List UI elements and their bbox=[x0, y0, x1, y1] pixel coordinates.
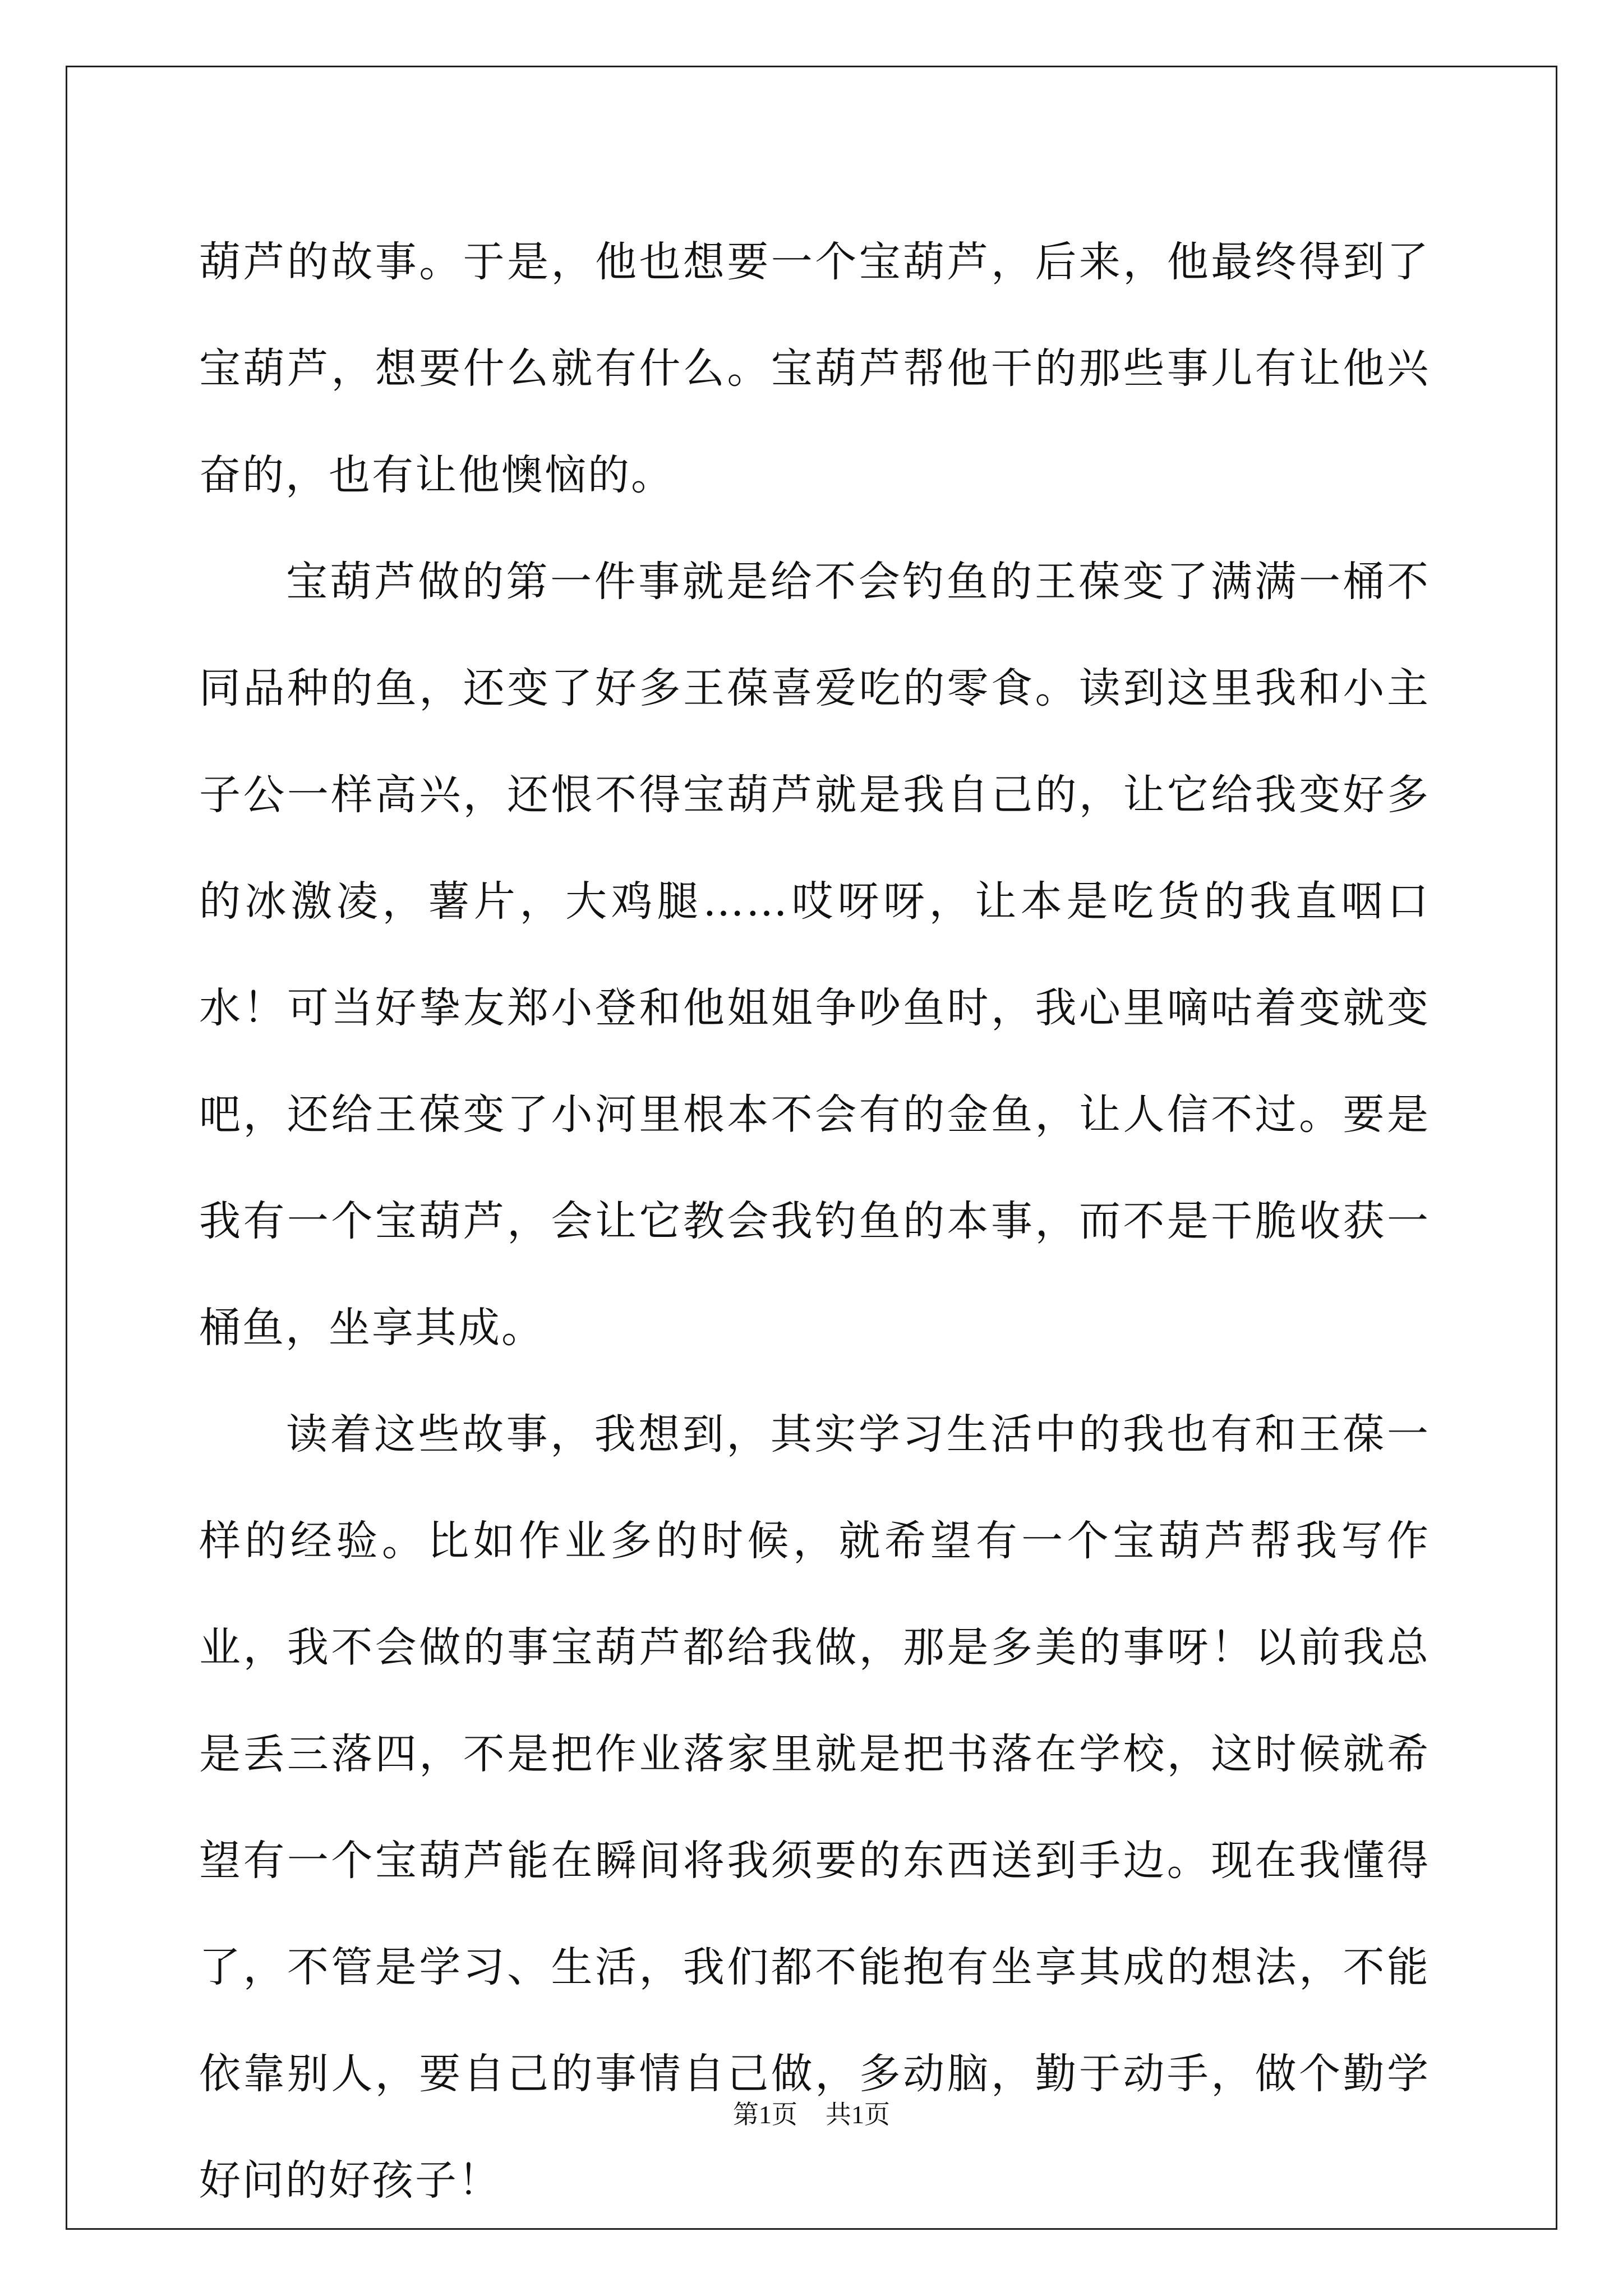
document-body bbox=[199, 209, 1430, 2234]
paragraph-2: 宝葫芦做的第一件事就是给不会钓鱼的王葆变了满满一桶不同品种的鱼，还变了好多王葆喜爱吃的零食。读到这里我和小主子公一样高兴，还恨不得宝葫芦就是我自己的，让它给我变好多的冰激凌，薯片，大鸡腿……哎呀呀，让本是吃货的我直咽口水！可当好挚友郑小登和他姐姐争吵鱼时，我心里嘀咕着变就变吧，还给王葆变了小河里根本不会有的金鱼，让人信不过。要是我有一个宝葫芦，会让它教会我钓鱼的本事，而不是干脆收获一桶鱼，坐享其成。 bbox=[199, 558, 1430, 1352]
paragraph-1: 葫芦的故事。于是，他也想要一个宝葫芦，后来，他最终得到了宝葫芦，想要什么就有什么。宝葫芦帮他干的那些事儿有让他兴奋的，也有让他懊恼的。 bbox=[199, 238, 1430, 499]
page-total: 共1页 bbox=[826, 2100, 890, 2129]
paragraph-3: 读着这些故事，我想到，其实学习生活中的我也有和王葆一样的经验。比如作业多的时候，就希望有一个宝葫芦帮我写作业，我不会做的事宝葫芦都给我做，那是多美的事呀！以前我总是丢三落四，不是把作业落家里就是把书落在学校，这时候就希望有一个宝葫芦能在瞬间将我须要的东西送到手边。现在我懂得了，不管是学习、生活，我们都不能抱有坐享其成的想法，不能依靠别人，要自己的事情自己做，多动脑，勤于动手，做个勤学好问的好孩子！ bbox=[199, 1410, 1430, 2205]
page-footer bbox=[0, 2098, 1623, 2132]
page-number: 第1页 bbox=[733, 2100, 797, 2129]
